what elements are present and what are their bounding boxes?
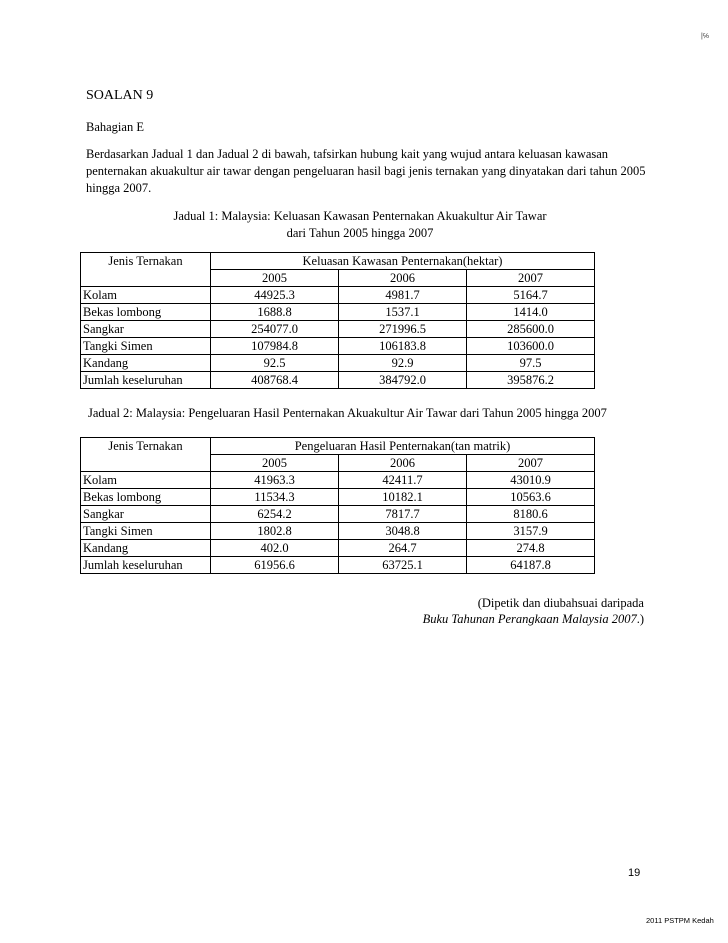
table2-row-header: Jenis Ternakan: [81, 438, 211, 455]
table1-caption: [120, 208, 600, 242]
table-row: [81, 372, 595, 389]
cell: 1537.1: [339, 304, 467, 321]
table-row: [81, 523, 595, 540]
cell: 5164.7: [467, 287, 595, 304]
cell: 402.0: [211, 540, 339, 557]
cell: 1688.8: [211, 304, 339, 321]
row-label: Kandang: [81, 540, 211, 557]
table1-year: 2007: [467, 270, 595, 287]
row-label: Sangkar: [81, 506, 211, 523]
question-text: Berdasarkan Jadual 1 dan Jadual 2 di bawah, tafsirkan hubung kait yang wujud antara keluasan kawasan penternakan akuakultur air tawar dengan pengeluaran hasil bagi jenis ternakan yang dinyatakan dari tahun 2005 hingga 2007.: [86, 147, 646, 195]
section-label: Bahagian E: [86, 120, 144, 134]
table1-year: 2005: [211, 270, 339, 287]
table-row: [81, 304, 595, 321]
source-line2: [423, 612, 644, 627]
cell: 42411.7: [339, 472, 467, 489]
cell: 264.7: [339, 540, 467, 557]
table1-caption-line2: dari Tahun 2005 hingga 2007: [286, 226, 434, 240]
row-label: Kandang: [81, 355, 211, 372]
row-label: Tangki Simen: [81, 523, 211, 540]
corner-mark: |℅: [701, 33, 710, 40]
source-suffix: .): [636, 612, 644, 626]
cell: 106183.8: [339, 338, 467, 355]
table2-caption: Jadual 2: Malaysia: Pengeluaran Hasil Penternakan Akuakultur Air Tawar dari Tahun 2005 hingga 2007: [88, 406, 607, 420]
row-label: Jumlah keseluruhan: [81, 557, 211, 574]
cell: 103600.0: [467, 338, 595, 355]
cell: 8180.6: [467, 506, 595, 523]
cell: 4981.7: [339, 287, 467, 304]
table2-group-header: Pengeluaran Hasil Penternakan(tan matrik): [294, 438, 511, 453]
cell: 11534.3: [211, 489, 339, 506]
table-row: [81, 355, 595, 372]
cell: 97.5: [467, 355, 595, 372]
table-row: [81, 540, 595, 557]
table1: [80, 252, 595, 389]
row-label: Kolam: [81, 472, 211, 489]
cell: 254077.0: [211, 321, 339, 338]
cell: 408768.4: [251, 372, 298, 387]
table2-year: 2007: [467, 455, 595, 472]
cell: 1802.8: [211, 523, 339, 540]
cell: 92.5: [211, 355, 339, 372]
cell: 274.8: [467, 540, 595, 557]
cell: 10182.1: [339, 489, 467, 506]
table-row: [81, 472, 595, 489]
cell: 63725.1: [339, 557, 467, 574]
cell: 395876.2: [467, 372, 595, 389]
cell: 7817.7: [339, 506, 467, 523]
footer-text: 2011 PSTPM Kedah: [646, 916, 714, 925]
table-row: [81, 506, 595, 523]
page-number: 19: [628, 867, 641, 879]
table1-caption-line1: Jadual 1: Malaysia: Keluasan Kawasan Penternakan Akuakultur Air Tawar: [173, 209, 547, 223]
cell: 384792.0: [339, 372, 467, 389]
table1-group-header: Keluasan Kawasan Penternakan(hektar): [302, 253, 503, 268]
cell: 43010.9: [467, 472, 595, 489]
cell: 44925.3: [211, 287, 339, 304]
cell: 271996.5: [339, 321, 467, 338]
cell: 10563.6: [467, 489, 595, 506]
table2-year: 2005: [211, 455, 339, 472]
source-line1: (Dipetik dan diubahsuai daripada: [477, 596, 644, 610]
cell: 6254.2: [211, 506, 339, 523]
table2-year: 2006: [339, 455, 467, 472]
cell: 3157.9: [467, 523, 595, 540]
row-label: Tangki Simen: [81, 338, 211, 355]
row-label: Sangkar: [81, 321, 211, 338]
cell: 107984.8: [211, 338, 339, 355]
cell: 1414.0: [467, 304, 595, 321]
question-title: SOALAN 9: [86, 88, 154, 103]
cell: 3048.8: [339, 523, 467, 540]
table-row: [81, 338, 595, 355]
cell: 285600.0: [467, 321, 595, 338]
row-label: Bekas lombong: [81, 304, 211, 321]
cell: 61956.6: [254, 557, 295, 572]
table2: [80, 437, 595, 574]
table1-row-header: Jenis Ternakan: [81, 253, 211, 270]
cell: 64187.8: [467, 557, 595, 574]
row-label: Kolam: [81, 287, 211, 304]
table-row: [81, 557, 595, 574]
table-row: [81, 321, 595, 338]
cell: 92.9: [339, 355, 467, 372]
table-row: [81, 287, 595, 304]
table1-year: 2006: [339, 270, 467, 287]
table-row: [81, 489, 595, 506]
row-label: Jumlah keseluruhan: [81, 372, 211, 389]
cell: 41963.3: [211, 472, 339, 489]
row-label: Bekas lombong: [81, 489, 211, 506]
source-book: Buku Tahunan Perangkaan Malaysia 2007: [422, 612, 637, 626]
